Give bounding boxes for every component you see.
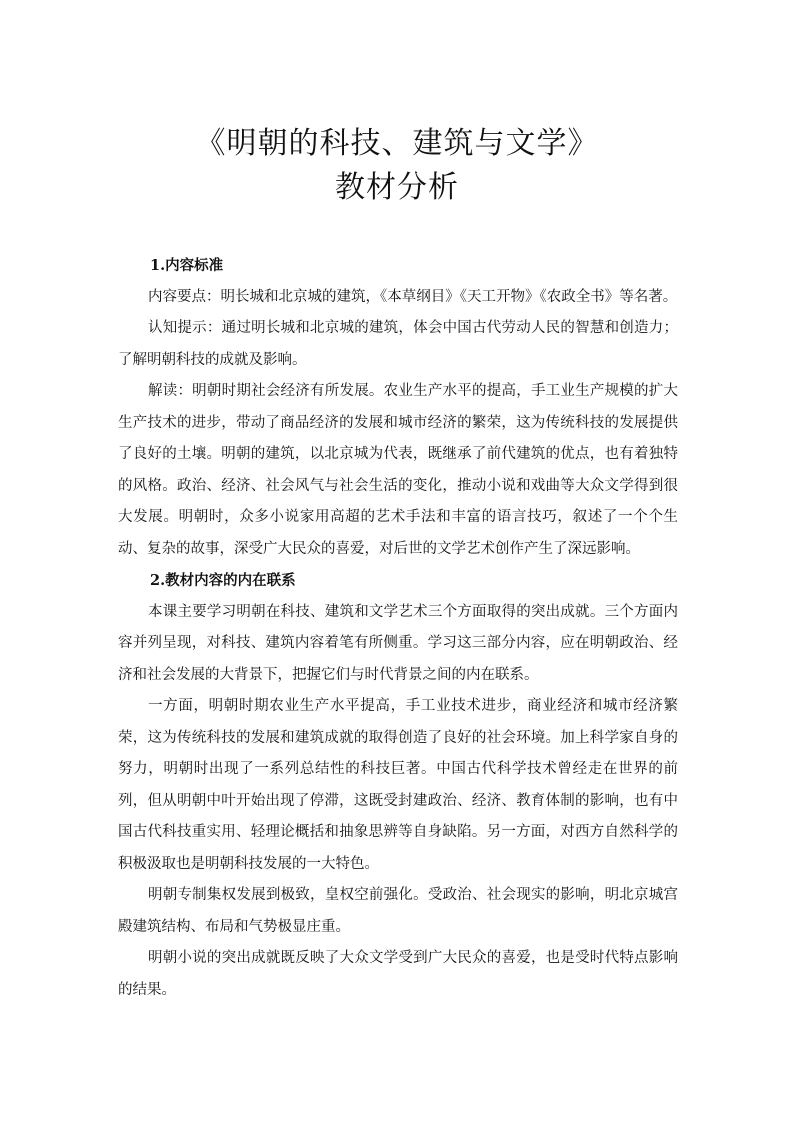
section-internal-connection <box>118 565 678 1006</box>
title-line-1: 《明朝的科技、建筑与文学》 <box>195 126 599 161</box>
paragraph-cognitive-hint: 认知提示：通过明长城和北京城的建筑，体会中国古代劳动人民的智慧和创造力；了解明朝科技的成就及影响。 <box>118 320 678 368</box>
document-body <box>118 250 678 1006</box>
title-line-2: 教材分析 <box>335 170 459 205</box>
section-heading: 2.教材内容的内在联系 <box>150 572 296 589</box>
section-heading: 1.内容标准 <box>150 257 224 274</box>
paragraph-architecture: 明朝专制集权发展到极致，皇权空前强化。受政治、社会现实的影响，明北京城宫殿建筑结构、布局和气势极显庄重。 <box>118 887 678 935</box>
paragraph-science-tech: 一方面，明朝时期农业生产水平提高，手工业技术进步，商业经济和城市经济繁荣，这为传统科技的发展和建筑成就的取得创造了良好的社会环境。加上科学家自身的努力，明朝时出现了一系列总结性的科技巨著。中国古代科学技术曾经走在世界的前列，但从明朝中叶开始出现了停滞，这既受封建政治、经济、教育体制的影响，也有中国古代科技重实用、轻理论概括和抽象思辨等自身缺陷。另一方面，对西方自然科学的积极汲取也是明朝科技发展的一大特色。 <box>118 698 678 872</box>
section-content-standard <box>118 250 678 565</box>
paragraph-key-points: 内容要点：明长城和北京城的建筑，《本草纲目》《天工开物》《农政全书》等名著。 <box>148 288 678 305</box>
paragraph-literature: 明朝小说的突出成就既反映了大众文学受到广大民众的喜爱，也是受时代特点影响的结果。 <box>118 950 678 998</box>
paragraph-interpretation: 解读：明朝时期社会经济有所发展。农业生产水平的提高，手工业生产规模的扩大生产技术的进步，带动了商品经济的发展和城市经济的繁荣，这为传统科技的发展提供了良好的土壤。明朝的建筑，以北京城为代表，既继承了前代建筑的优点，也有着独特的风格。政治、经济、社会风气与社会生活的变化，推动小说和戏曲等大众文学得到很大发展。明朝时，众多小说家用高超的艺术手法和丰富的语言技巧，叙述了一个个生动、复杂的故事，深受广大民众的喜爱，对后世的文学艺术创作产生了深远影响。 <box>118 383 678 557</box>
paragraph-overview: 本课主要学习明朝在科技、建筑和文学艺术三个方面取得的突出成就。三个方面内容并列呈现，对科技、建筑内容着笔有所侧重。学习这三部分内容，应在明朝政治、经济和社会发展的大背景下，把握它们与时代背景之间的内在联系。 <box>118 603 678 683</box>
document-title <box>0 122 794 210</box>
